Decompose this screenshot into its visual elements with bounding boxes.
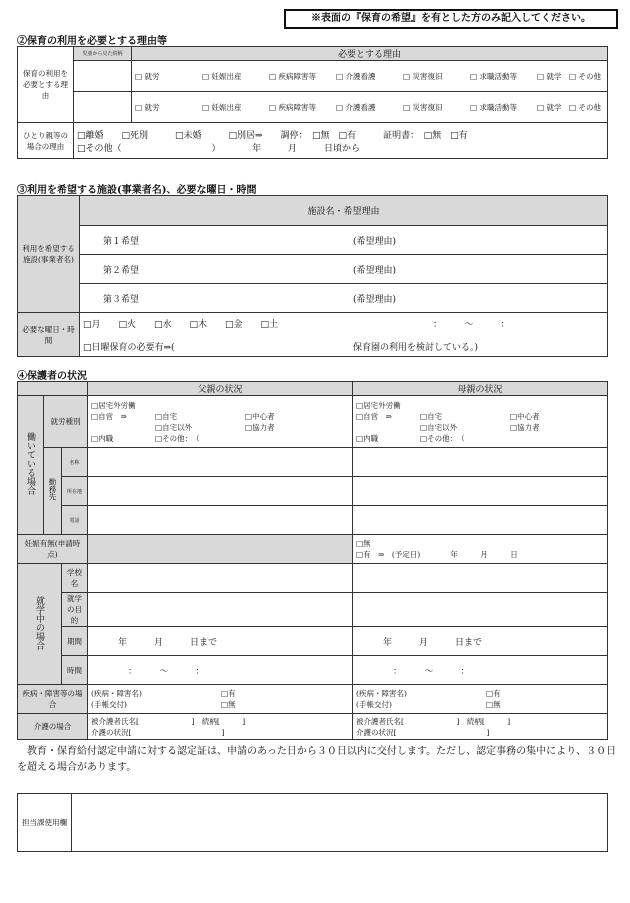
opt-pregnancy[interactable]: □ 妊娠出産: [202, 71, 242, 81]
child-rel-header: 児童から見た続柄: [74, 47, 132, 61]
section-3-title: ③利用を希望する施設(事業者名)、必要な曜日・時間: [17, 185, 257, 196]
sunday-option[interactable]: □日曜保育の必要有⇒(: [83, 342, 175, 353]
opt-disaster[interactable]: □ 災害復旧: [403, 71, 443, 81]
footer-note: 教育・保育給付認定申請に対する認定証は、申請のあった日から３０日以内に交付します。ただし、認定事務の集中により、３０日を超える場合があります。: [17, 746, 617, 773]
workplace-label: 勤務先: [48, 478, 57, 501]
mother-illness[interactable]: (疾病・障害名) □有 (手帳交付) □無: [353, 685, 608, 714]
wp-addr-label: 所在地: [62, 477, 88, 506]
notice-box: [284, 9, 618, 29]
wp-name-label: 名称: [62, 448, 88, 477]
mother-care[interactable]: 被介護者氏名[ ] 続柄[ ] 介護の状況[ ]: [353, 714, 608, 740]
reason-row-1[interactable]: [132, 61, 608, 92]
opt-disaster[interactable]: □ 災害復旧: [403, 102, 443, 112]
choice-3[interactable]: 第３希望 (希望理由): [80, 284, 608, 313]
notice-text: ※表面の『保育の希望』を有とした方のみ記入してください。: [311, 13, 591, 24]
mother-job[interactable]: □居宅外労働 □自営 ⇒ □自宅 □中心者 □自宅以外 □協力者 □内職 □その他： （: [353, 396, 608, 448]
mother-header: 母親の状況: [353, 382, 608, 396]
time-label: 時間: [62, 656, 88, 685]
days-options[interactable]: □月 □火 □水 □木 □金 □土: [83, 319, 279, 330]
mother-period[interactable]: 年 月 日まで: [353, 627, 608, 656]
opt-study-other[interactable]: □ 就学 □ その他: [537, 71, 601, 81]
opt-care[interactable]: □ 介護看護: [336, 102, 376, 112]
father-time[interactable]: ： 〜 ：: [88, 656, 353, 685]
staff-field[interactable]: [72, 794, 608, 852]
mother-pregnancy[interactable]: □無 □有 ⇒ (予定日) 年 月 日: [353, 535, 608, 564]
mother-purpose[interactable]: [353, 593, 608, 627]
child-rel-cell-1[interactable]: [74, 61, 132, 92]
purpose-label: 就学の目的: [62, 593, 88, 627]
illness-label: 疾病・障害等の場合: [18, 685, 88, 714]
working-label: 働いている場合: [25, 432, 35, 495]
section-3-table: [17, 195, 608, 357]
opt-jobseek[interactable]: □ 求職活動等: [470, 71, 517, 81]
time-range[interactable]: ： 〜 ：: [433, 319, 510, 330]
choice-1[interactable]: 第１希望 (希望理由): [80, 226, 608, 255]
single-parent-cell[interactable]: [74, 123, 608, 159]
child-rel-cell-2[interactable]: [74, 92, 132, 123]
need-reason-header: 必要とする理由: [132, 47, 608, 61]
choice-2[interactable]: 第２希望 (希望理由): [80, 255, 608, 284]
single-line-1[interactable]: □離婚 □死別 □未婚 □別居⇒ 調停： □無 □有 証明書： □無 □有: [77, 130, 468, 141]
days-cell[interactable]: □月 □火 □水 □木 □金 □土 ： 〜 ： □日曜保育の必要有⇒( 保育園の利用を検討している。): [80, 313, 608, 357]
job-type-label: 就労種別: [44, 396, 88, 448]
student-label: 就学中の場合: [34, 595, 44, 650]
opt-pregnancy[interactable]: □ 妊娠出産: [202, 102, 242, 112]
mother-school[interactable]: [353, 564, 608, 593]
pregnancy-label: 妊娠有無(申請時点): [18, 535, 88, 564]
mother-wp-addr[interactable]: [353, 477, 608, 506]
father-header: 父親の状況: [88, 382, 353, 396]
need-label: 保育の利用を必要とする理由: [18, 47, 74, 123]
opt-illness[interactable]: □ 疾病障害等: [269, 102, 316, 112]
section-4-table: [17, 381, 608, 740]
single-line-2[interactable]: □その他（ ） 年 月 日頃から: [77, 143, 361, 154]
father-purpose[interactable]: [88, 593, 353, 627]
father-period[interactable]: 年 月 日まで: [88, 627, 353, 656]
mother-wp-tel[interactable]: [353, 506, 608, 535]
section-2-table: [17, 46, 608, 159]
mother-wp-name[interactable]: [353, 448, 608, 477]
section-2-title: ②保育の利用を必要とする理由等: [17, 36, 167, 47]
staff-table: [17, 793, 608, 852]
wp-tel-label: 電話: [62, 506, 88, 535]
staff-label: 担当課使用欄: [18, 794, 72, 852]
facility-header: 施設名・希望理由: [80, 196, 608, 226]
reason-row-2[interactable]: [132, 92, 608, 123]
opt-care[interactable]: □ 介護看護: [336, 71, 376, 81]
opt-study-other[interactable]: □ 就学 □ その他: [537, 102, 601, 112]
opt-work[interactable]: □ 就労: [135, 71, 160, 81]
opt-work[interactable]: □ 就労: [135, 102, 160, 112]
father-pregnancy: [88, 535, 353, 564]
father-wp-tel[interactable]: [88, 506, 353, 535]
father-job[interactable]: □居宅外労働 □自営 ⇒ □自宅 □中心者 □自宅以外 □協力者 □内職 □その他： （: [88, 396, 353, 448]
father-school[interactable]: [88, 564, 353, 593]
school-label: 学校名: [62, 564, 88, 593]
facility-label: 利用を希望する施設(事業者名): [18, 196, 80, 313]
period-label: 期間: [62, 627, 88, 656]
section-4-title: ④保護者の状況: [17, 371, 87, 382]
opt-illness[interactable]: □ 疾病障害等: [269, 71, 316, 81]
single-parent-label: ひとり親等の場合の理由: [18, 123, 74, 159]
days-label: 必要な曜日・時間: [18, 313, 80, 357]
father-wp-name[interactable]: [88, 448, 353, 477]
father-illness[interactable]: (疾病・障害名) □有 (手帳交付) □無: [88, 685, 353, 714]
mother-time[interactable]: ： 〜 ：: [353, 656, 608, 685]
opt-jobseek[interactable]: □ 求職活動等: [470, 102, 517, 112]
care-label: 介護の場合: [18, 714, 88, 740]
father-wp-addr[interactable]: [88, 477, 353, 506]
father-care[interactable]: 被介護者氏名[ ] 続柄[ ] 介護の状況[ ]: [88, 714, 353, 740]
